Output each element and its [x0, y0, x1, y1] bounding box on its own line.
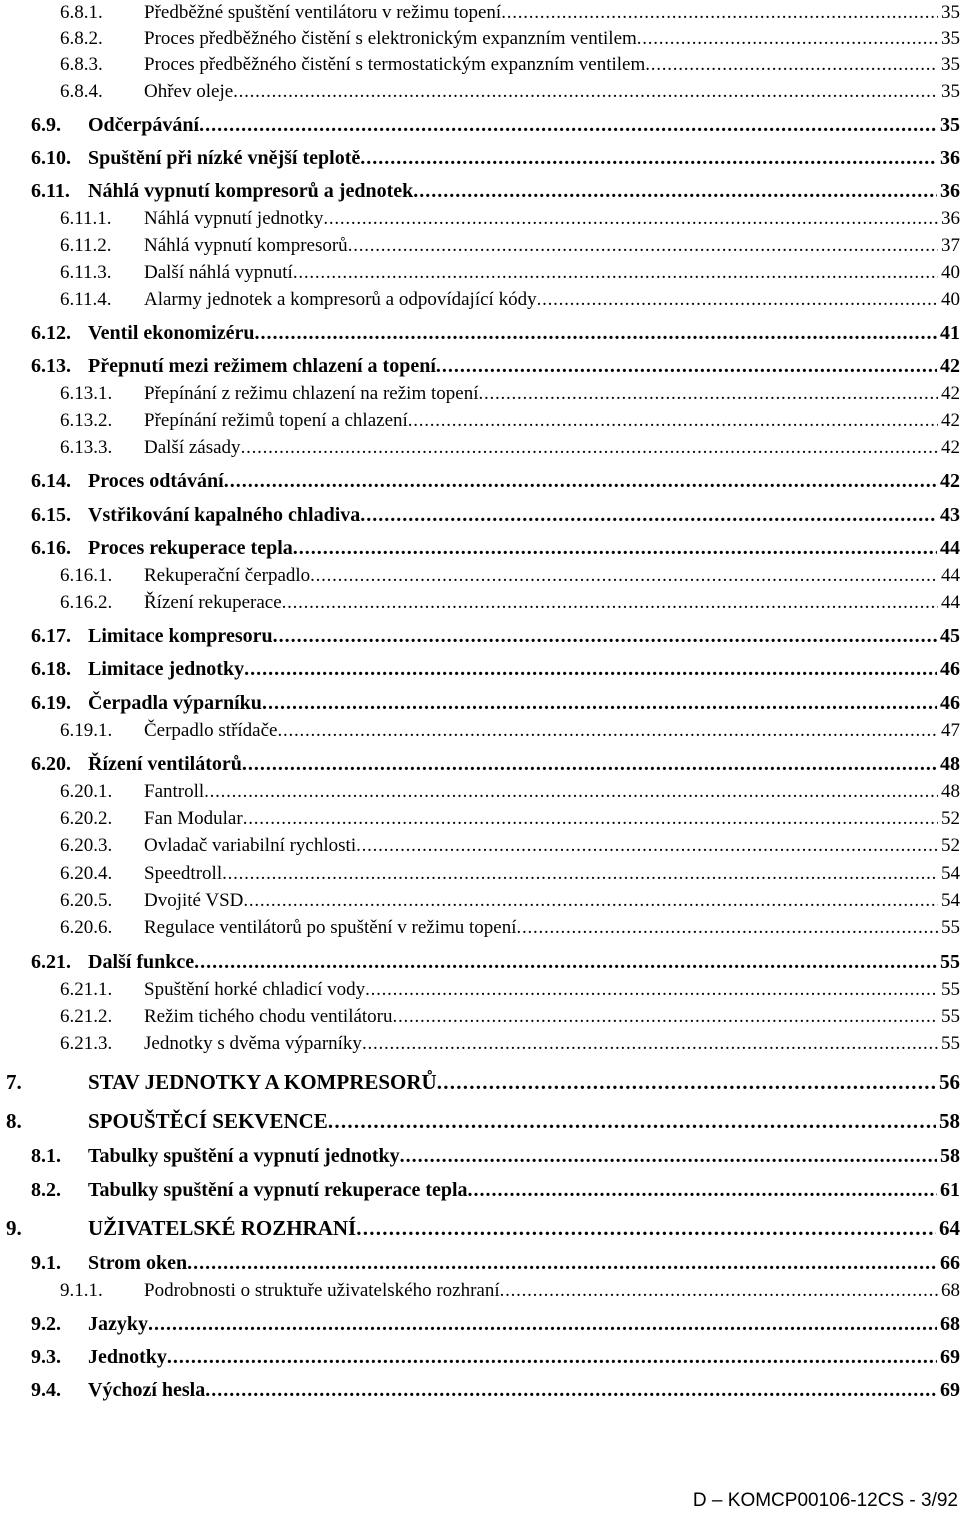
toc-entry-title: Výchozí hesla — [88, 1379, 206, 1401]
toc-entry-title: Alarmy jednotek a kompresorů a odpovídající kódy — [144, 289, 537, 310]
toc-entry-title: Odčerpávání — [88, 114, 200, 136]
toc-entry-number: 6.20.1. — [60, 781, 113, 802]
toc-entry-number: 6.12. — [31, 322, 71, 344]
toc-entry[interactable] — [0, 656, 960, 682]
toc-dot-leader — [645, 52, 938, 78]
toc-entry[interactable] — [0, 408, 960, 434]
toc-entry[interactable] — [0, 718, 960, 744]
toc-dot-leader — [199, 112, 937, 138]
toc-entry-number: 6.8.3. — [60, 54, 103, 75]
toc-entry[interactable] — [0, 1344, 960, 1370]
toc-entry[interactable] — [0, 381, 960, 407]
toc-dot-leader — [328, 1108, 936, 1134]
toc-entry[interactable] — [0, 779, 960, 805]
toc-entry-title: Řízení rekuperace — [144, 592, 282, 613]
toc-entry-title: Čerpadla výparníku — [88, 692, 262, 714]
toc-entry-number: 8.1. — [31, 1145, 61, 1167]
toc-entry-number: 6.20.3. — [60, 835, 113, 856]
toc-entry-number: 6.11. — [31, 180, 70, 202]
toc-dot-leader — [348, 233, 938, 259]
toc-entry-title: Tabulky spuštění a vypnutí rekuperace tepla — [88, 1179, 468, 1201]
toc-dot-leader — [362, 1031, 938, 1057]
toc-entry-number: 9.2. — [31, 1313, 61, 1335]
toc-entry-page: 64 — [939, 1216, 960, 1240]
toc-entry-title: Ohřev oleje — [144, 81, 234, 102]
toc-entry[interactable] — [0, 535, 960, 561]
toc-dot-leader — [537, 287, 938, 313]
toc-dot-leader — [478, 381, 938, 407]
toc-entry[interactable] — [0, 806, 960, 832]
toc-dot-leader — [436, 353, 937, 379]
toc-entry-title: Další náhlá vypnutí — [144, 262, 293, 283]
toc-entry[interactable] — [0, 888, 960, 914]
toc-dot-leader — [244, 656, 937, 682]
toc-entry[interactable] — [0, 206, 960, 232]
toc-entry-number: 6.19. — [31, 692, 71, 714]
toc-entry-title: Dvojité VSD — [144, 890, 244, 911]
toc-entry[interactable] — [0, 353, 960, 379]
toc-entry-page: 46 — [940, 658, 960, 680]
toc-dot-leader — [360, 145, 937, 171]
toc-entry-number: 6.16. — [31, 537, 71, 559]
toc-dot-leader — [241, 435, 938, 461]
toc-entry-title: Fan Modular — [144, 808, 243, 829]
toc-entry[interactable] — [0, 320, 960, 346]
toc-entry-title: Speedtroll — [144, 863, 223, 884]
toc-entry-page: 55 — [940, 951, 960, 973]
toc-entry-page: 42 — [940, 355, 960, 377]
toc-entry-page: 54 — [941, 890, 960, 911]
toc-entry-page: 42 — [941, 383, 960, 404]
toc-entry[interactable] — [0, 1069, 960, 1095]
toc-entry-number: 8. — [6, 1109, 22, 1133]
toc-dot-leader — [400, 1143, 937, 1169]
toc-entry-title: Tabulky spuštění a vypnutí jednotky — [88, 1145, 400, 1167]
toc-entry-page: 44 — [940, 537, 960, 559]
toc-entry-number: 6.13. — [31, 355, 71, 377]
toc-entry-page: 36 — [940, 147, 960, 169]
toc-entry-page: 58 — [939, 1109, 960, 1133]
toc-entry-page: 55 — [941, 1033, 960, 1054]
toc-dot-leader — [293, 260, 938, 286]
toc-entry-page: 55 — [941, 917, 960, 938]
toc-dot-leader — [262, 690, 937, 716]
toc-dot-leader — [408, 408, 938, 434]
toc-dot-leader — [393, 1004, 938, 1030]
toc-entry-page: 36 — [940, 180, 960, 202]
toc-entry-number: 6.13.1. — [60, 383, 113, 404]
toc-entry[interactable] — [0, 468, 960, 494]
toc-entry-title: Vstřikování kapalného chladiva — [88, 504, 361, 526]
toc-entry-page: 42 — [941, 410, 960, 431]
toc-entry-title: Přepínání režimů topení a chlazení — [144, 410, 408, 431]
toc-entry[interactable] — [0, 977, 960, 1003]
toc-dot-leader — [282, 590, 938, 616]
toc-entry-page: 68 — [940, 1313, 960, 1335]
toc-dot-leader — [187, 1250, 937, 1276]
toc-entry-page: 55 — [941, 979, 960, 1000]
toc-entry-number: 7. — [6, 1070, 22, 1094]
toc-dot-leader — [310, 563, 938, 589]
toc-entry-number: 6.20.4. — [60, 863, 113, 884]
toc-entry-title: Režim tichého chodu ventilátoru — [144, 1006, 393, 1027]
toc-entry-title: Další funkce — [88, 951, 195, 973]
toc-dot-leader — [194, 949, 937, 975]
toc-entry[interactable] — [0, 26, 960, 52]
toc-dot-leader — [413, 178, 937, 204]
toc-entry-page: 52 — [941, 835, 960, 856]
toc-entry-title: Náhlá vypnutí kompresorů — [144, 235, 348, 256]
toc-entry[interactable] — [0, 287, 960, 313]
toc-dot-leader — [148, 1311, 937, 1337]
toc-entry-page: 48 — [941, 781, 960, 802]
toc-dot-leader — [365, 977, 938, 1003]
toc-entry-number: 6.11.1. — [60, 208, 112, 229]
toc-entry-page: 44 — [941, 592, 960, 613]
toc-dot-leader — [273, 623, 937, 649]
toc-dot-leader — [204, 779, 938, 805]
toc-entry-title: Proces odtávání — [88, 470, 224, 492]
toc-entry-page: 56 — [939, 1070, 960, 1094]
toc-entry-page: 35 — [941, 28, 960, 49]
toc-entry-number: 6.13.2. — [60, 410, 113, 431]
toc-entry-title: Rekuperační čerpadlo — [144, 565, 311, 586]
toc-entry-title: Přepínání z režimu chlazení na režim topení — [144, 383, 479, 404]
toc-entry-number: 8.2. — [31, 1179, 61, 1201]
toc-dot-leader — [323, 206, 938, 232]
page-footer: D – KOMCP00106-12CS - 3/92 — [692, 1490, 958, 1511]
toc-entry-title: Spuštění horké chladicí vody — [144, 979, 366, 1000]
toc-entry-number: 6.11.3. — [60, 262, 112, 283]
toc-entry-number: 9.1.1. — [60, 1280, 103, 1301]
toc-entry-number: 9.1. — [31, 1252, 61, 1274]
toc-entry-number: 6.19.1. — [60, 720, 113, 741]
toc-entry-title: Regulace ventilátorů po spuštění v režimu topení — [144, 917, 517, 938]
toc-dot-leader — [243, 888, 938, 914]
toc-entry-title: SPOUŠTĚCÍ SEKVENCE — [88, 1109, 328, 1133]
toc-entry-number: 6.9. — [31, 114, 61, 136]
toc-entry-page: 68 — [941, 1280, 960, 1301]
toc-dot-leader — [517, 915, 938, 941]
toc-entry[interactable] — [0, 52, 960, 78]
toc-entry-page: 61 — [940, 1179, 960, 1201]
toc-entry-title: Předběžné spuštění ventilátoru v režimu topení — [144, 2, 502, 23]
toc-entry[interactable] — [0, 79, 960, 105]
toc-entry-number: 6.20. — [31, 753, 71, 775]
toc-entry[interactable] — [0, 949, 960, 975]
toc-entry[interactable] — [0, 1215, 960, 1241]
toc-entry-page: 42 — [940, 470, 960, 492]
toc-entry-page: 54 — [941, 863, 960, 884]
toc-entry[interactable] — [0, 1377, 960, 1403]
toc-entry[interactable] — [0, 590, 960, 616]
toc-entry[interactable] — [0, 1004, 960, 1030]
toc-entry-title: Ventil ekonomizéru — [88, 322, 255, 344]
toc-entry-title: Proces rekuperace tepla — [88, 537, 293, 559]
toc-entry[interactable] — [0, 623, 960, 649]
toc-dot-leader — [437, 1069, 936, 1095]
toc-entry[interactable] — [0, 751, 960, 777]
toc-entry-title: Spuštění při nízké vnější teplotě — [88, 147, 361, 169]
toc-dot-leader — [205, 1377, 937, 1403]
toc-entry-number: 6.21. — [31, 951, 71, 973]
toc-entry-number: 6.15. — [31, 504, 71, 526]
toc-entry-number: 6.16.1. — [60, 565, 113, 586]
toc-dot-leader — [501, 0, 938, 26]
toc-entry-title: Náhlá vypnutí jednotky — [144, 208, 324, 229]
toc-entry-page: 55 — [941, 1006, 960, 1027]
toc-entry[interactable] — [0, 1250, 960, 1276]
toc-dot-leader — [243, 806, 938, 832]
toc-entry-page: 47 — [941, 720, 960, 741]
toc-dot-leader — [224, 468, 937, 494]
toc-entry-page: 45 — [940, 625, 960, 647]
toc-entry-page: 41 — [940, 322, 960, 344]
toc-dot-leader — [500, 1278, 938, 1304]
toc-entry-title: UŽIVATELSKÉ ROZHRANÍ — [88, 1216, 357, 1240]
toc-entry-number: 6.8.4. — [60, 81, 103, 102]
toc-entry[interactable] — [0, 861, 960, 887]
toc-entry-number: 6.10. — [31, 147, 71, 169]
toc-dot-leader — [277, 718, 938, 744]
toc-entry-number: 6.8.1. — [60, 2, 103, 23]
toc-entry[interactable] — [0, 1278, 960, 1304]
toc-entry-number: 6.14. — [31, 470, 71, 492]
toc-entry[interactable] — [0, 833, 960, 859]
toc-entry-page: 42 — [941, 437, 960, 458]
toc-entry[interactable] — [0, 0, 960, 26]
toc-entry-page: 35 — [940, 114, 960, 136]
toc-entry-number: 6.11.4. — [60, 289, 112, 310]
toc-entry-number: 9. — [6, 1216, 22, 1240]
toc-entry-title: Jednotky — [88, 1346, 167, 1368]
toc-entry-number: 6.16.2. — [60, 592, 113, 613]
toc-entry-title: STAV JEDNOTKY A KOMPRESORŮ — [88, 1070, 437, 1094]
toc-entry-number: 6.13.3. — [60, 437, 113, 458]
toc-entry-page: 35 — [941, 2, 960, 23]
toc-dot-leader — [637, 26, 938, 52]
toc-entry-title: Ovladač variabilní rychlosti — [144, 835, 357, 856]
toc-entry[interactable] — [0, 690, 960, 716]
toc-entry[interactable] — [0, 145, 960, 171]
toc-entry-title: Jazyky — [88, 1313, 148, 1335]
toc-entry[interactable] — [0, 178, 960, 204]
toc-entry[interactable] — [0, 1311, 960, 1337]
toc-entry-number: 6.20.5. — [60, 890, 113, 911]
toc-entry-page: 48 — [940, 753, 960, 775]
toc-entry-number: 6.20.6. — [60, 917, 113, 938]
toc-entry[interactable] — [0, 1143, 960, 1169]
toc-entry-page: 43 — [940, 504, 960, 526]
toc-entry-page: 69 — [940, 1379, 960, 1401]
toc-entry-number: 9.3. — [31, 1346, 61, 1368]
toc-dot-leader — [293, 535, 937, 561]
toc-entry-title: Limitace jednotky — [88, 658, 245, 680]
toc-entry-page: 36 — [941, 208, 960, 229]
toc-entry-page: 44 — [941, 565, 960, 586]
toc-entry-page: 35 — [941, 81, 960, 102]
toc-entry[interactable] — [0, 1177, 960, 1203]
toc-entry[interactable] — [0, 502, 960, 528]
toc-entry-title: Náhlá vypnutí kompresorů a jednotek — [88, 180, 414, 202]
toc-entry-title: Přepnutí mezi režimem chlazení a topení — [88, 355, 436, 377]
toc-entry[interactable] — [0, 112, 960, 138]
toc-entry[interactable] — [0, 435, 960, 461]
toc-entry-number: 6.11.2. — [60, 235, 112, 256]
toc-entry[interactable] — [0, 233, 960, 259]
toc-entry-title: Řízení ventilátorů — [88, 753, 242, 775]
toc-entry-title: Jednotky s dvěma výparníky — [144, 1033, 362, 1054]
toc-entry-page: 40 — [941, 289, 960, 310]
toc-entry-page: 35 — [941, 54, 960, 75]
toc-entry-number: 6.21.2. — [60, 1006, 113, 1027]
toc-dot-leader — [254, 320, 937, 346]
toc-dot-leader — [356, 1215, 936, 1241]
toc-entry-title: Fantroll — [144, 781, 205, 802]
toc-entry-page: 46 — [940, 692, 960, 714]
toc-dot-leader — [233, 79, 938, 105]
toc-entry-page: 40 — [941, 262, 960, 283]
toc-entry-title: Limitace kompresoru — [88, 625, 273, 647]
toc-entry[interactable] — [0, 563, 960, 589]
toc-entry-page: 52 — [941, 808, 960, 829]
toc-dot-leader — [360, 502, 937, 528]
toc-entry-title: Strom oken — [88, 1252, 188, 1274]
toc-entry-number: 6.21.1. — [60, 979, 113, 1000]
toc-entry-number: 6.20.2. — [60, 808, 113, 829]
toc-entry-title: Čerpadlo střídače — [144, 720, 278, 741]
toc-entry-page: 69 — [940, 1346, 960, 1368]
toc-entry-title: Proces předběžného čistění s termostatickým expanzním ventilem — [144, 54, 646, 75]
toc-dot-leader — [242, 751, 937, 777]
toc-entry-title: Proces předběžného čistění s elektronickým expanzním ventilem — [144, 28, 637, 49]
toc-dot-leader — [167, 1344, 937, 1370]
toc-entry-page: 66 — [940, 1252, 960, 1274]
toc-entry-page: 37 — [941, 235, 960, 256]
toc-dot-leader — [222, 861, 938, 887]
toc-entry[interactable] — [0, 915, 960, 941]
toc-entry-number: 6.18. — [31, 658, 71, 680]
toc-entry[interactable] — [0, 1031, 960, 1057]
toc-dot-leader — [356, 833, 938, 859]
toc-entry-page: 58 — [940, 1145, 960, 1167]
toc-entry-title: Podrobnosti o struktuře uživatelského rozhraní — [144, 1280, 500, 1301]
toc-entry-number: 6.17. — [31, 625, 71, 647]
toc-entry-number: 6.8.2. — [60, 28, 103, 49]
toc-entry-number: 9.4. — [31, 1379, 61, 1401]
toc-entry[interactable] — [0, 1108, 960, 1134]
toc-entry[interactable] — [0, 260, 960, 286]
toc-dot-leader — [468, 1177, 937, 1203]
toc-entry-number: 6.21.3. — [60, 1033, 113, 1054]
toc-entry-title: Další zásady — [144, 437, 241, 458]
